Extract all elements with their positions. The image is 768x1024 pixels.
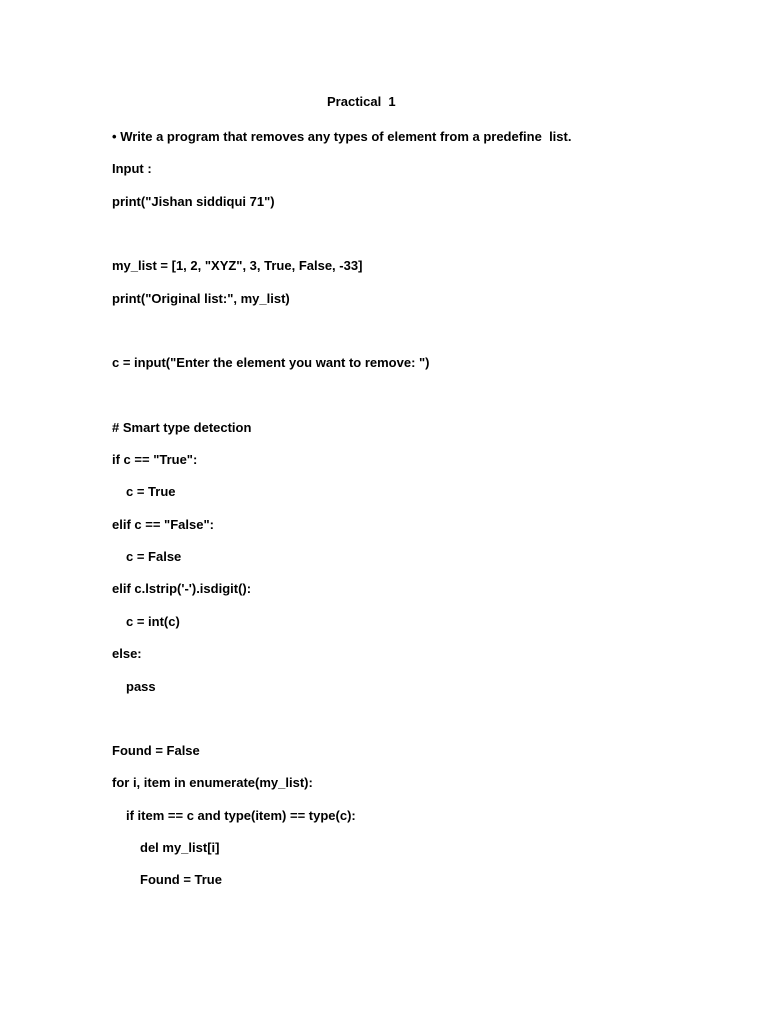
code-line: for i, item in enumerate(my_list):	[112, 775, 313, 790]
code-line: c = input("Enter the element you want to remove: ")	[112, 355, 430, 370]
code-line: pass	[126, 679, 156, 694]
task-description	[112, 129, 571, 145]
input-label: Input :	[112, 161, 152, 176]
code-line: del my_list[i]	[140, 840, 220, 855]
code-line: elif c.lstrip('-').isdigit():	[112, 581, 252, 596]
bullet-icon: •	[112, 129, 117, 144]
code-line: if c == "True":	[112, 452, 198, 467]
task-text: Write a program that removes any types of element from a predefine list.	[120, 129, 572, 144]
code-line: if item == c and type(item) == type(c):	[126, 808, 356, 823]
code-line: c = True	[126, 484, 176, 499]
code-line: c = int(c)	[126, 614, 180, 629]
code-line: Found = False	[112, 743, 200, 758]
code-line: Found = True	[140, 872, 222, 887]
code-line: print("Original list:", my_list)	[112, 291, 290, 306]
code-line: c = False	[126, 549, 182, 564]
code-comment: # Smart type detection	[112, 420, 252, 435]
code-line: print("Jishan siddiqui 71")	[112, 194, 275, 209]
code-line: my_list = [1, 2, "XYZ", 3, True, False, -33]	[112, 258, 363, 273]
page-title: Practical 1	[327, 94, 396, 109]
code-line: elif c == "False":	[112, 517, 214, 532]
code-line: else:	[112, 646, 142, 661]
